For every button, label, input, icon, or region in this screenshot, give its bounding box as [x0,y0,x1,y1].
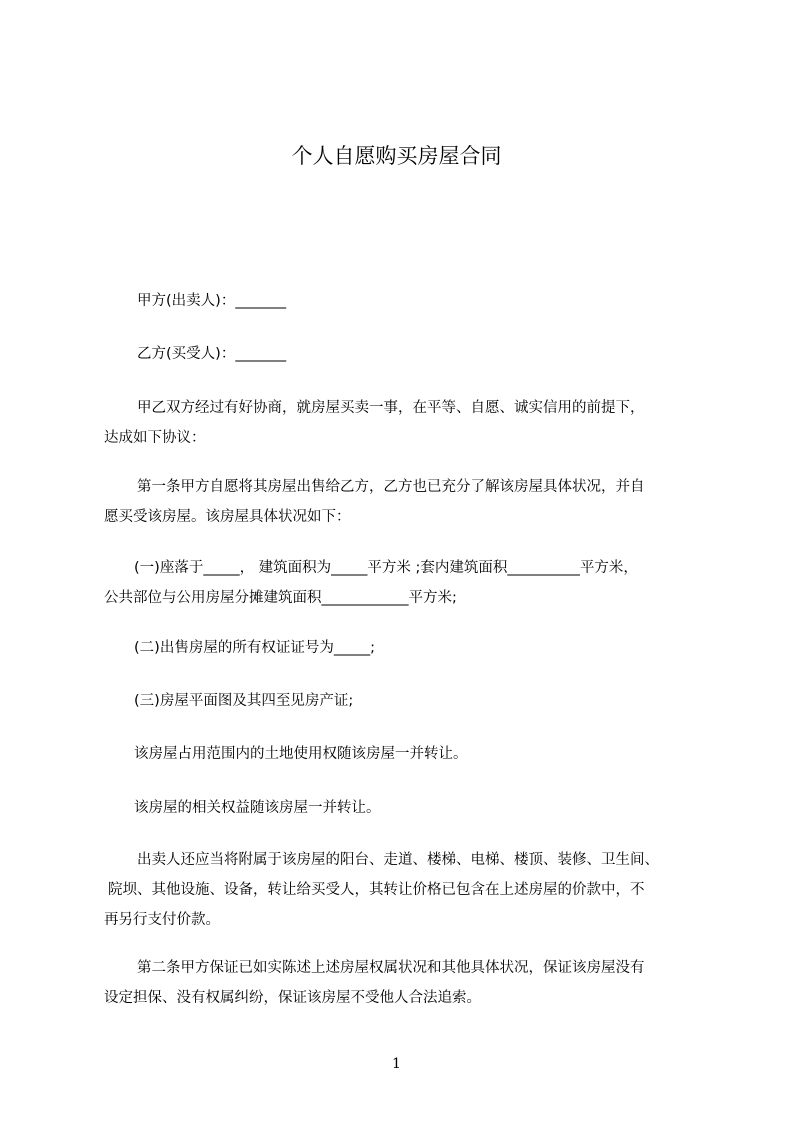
document-title: 个人自愿购买房屋合同 [291,144,502,168]
attachments-line-2: 院坝、其他设施、设备，转让给买受人，其转让价格已包含在上述房屋的价款中，不 [108,882,645,898]
intro-paragraph [104,393,704,453]
page-number: 1 [392,1056,401,1072]
party-a-line: 甲方(出卖人)：_______ [137,293,287,309]
party-b-line: 乙方(买受人)：_______ [137,346,287,362]
article-1-paragraph [104,472,704,532]
intro-line-1: 甲乙双方经过有好协商，就房屋买卖一事，在平等、自愿、诚实信用的前提下， [137,400,645,416]
land-use-line: 该房屋占用范围内的土地使用权随该房屋一并转让。 [134,746,468,762]
article-2-paragraph [104,953,704,1013]
rights-line: 该房屋的相关权益随该房屋一并转让。 [134,800,381,816]
article-2-line-1: 第二条甲方保证已如实陈述上述房屋权属状况和其他具体状况，保证该房屋没有 [137,960,645,976]
item-1-line-2: 公共部位与公用房屋分摊建筑面积____________平方米; [104,590,457,606]
item-2-line: (二)出售房屋的所有权证证号为_____; [134,640,375,656]
item-3-line: (三)房屋平面图及其四至见房产证; [134,693,354,709]
attachments-line-3: 再另行支付价款。 [104,912,220,928]
article-1-line-2: 愿买受该房屋。该房屋具体状况如下： [104,509,351,525]
intro-line-2: 达成如下协议： [104,430,206,446]
attachments-line-1: 出卖人还应当将附属于该房屋的阳台、走道、楼梯、电梯、楼顶、装修、卫生间、 [137,852,659,868]
article-2-line-2: 设定担保、没有权属纠纷，保证该房屋不受他人合法追索。 [104,990,481,1006]
item-1-line-1: (一)座落于_____， 建筑面积为_____平方米 ;套内建筑面积__________平方米， [134,560,638,576]
item-1-paragraph [104,553,704,613]
article-1-line-1: 第一条甲方自愿将其房屋出售给乙方，乙方也已充分了解该房屋具体状况，并自 [137,479,645,495]
attachments-paragraph [104,845,704,935]
